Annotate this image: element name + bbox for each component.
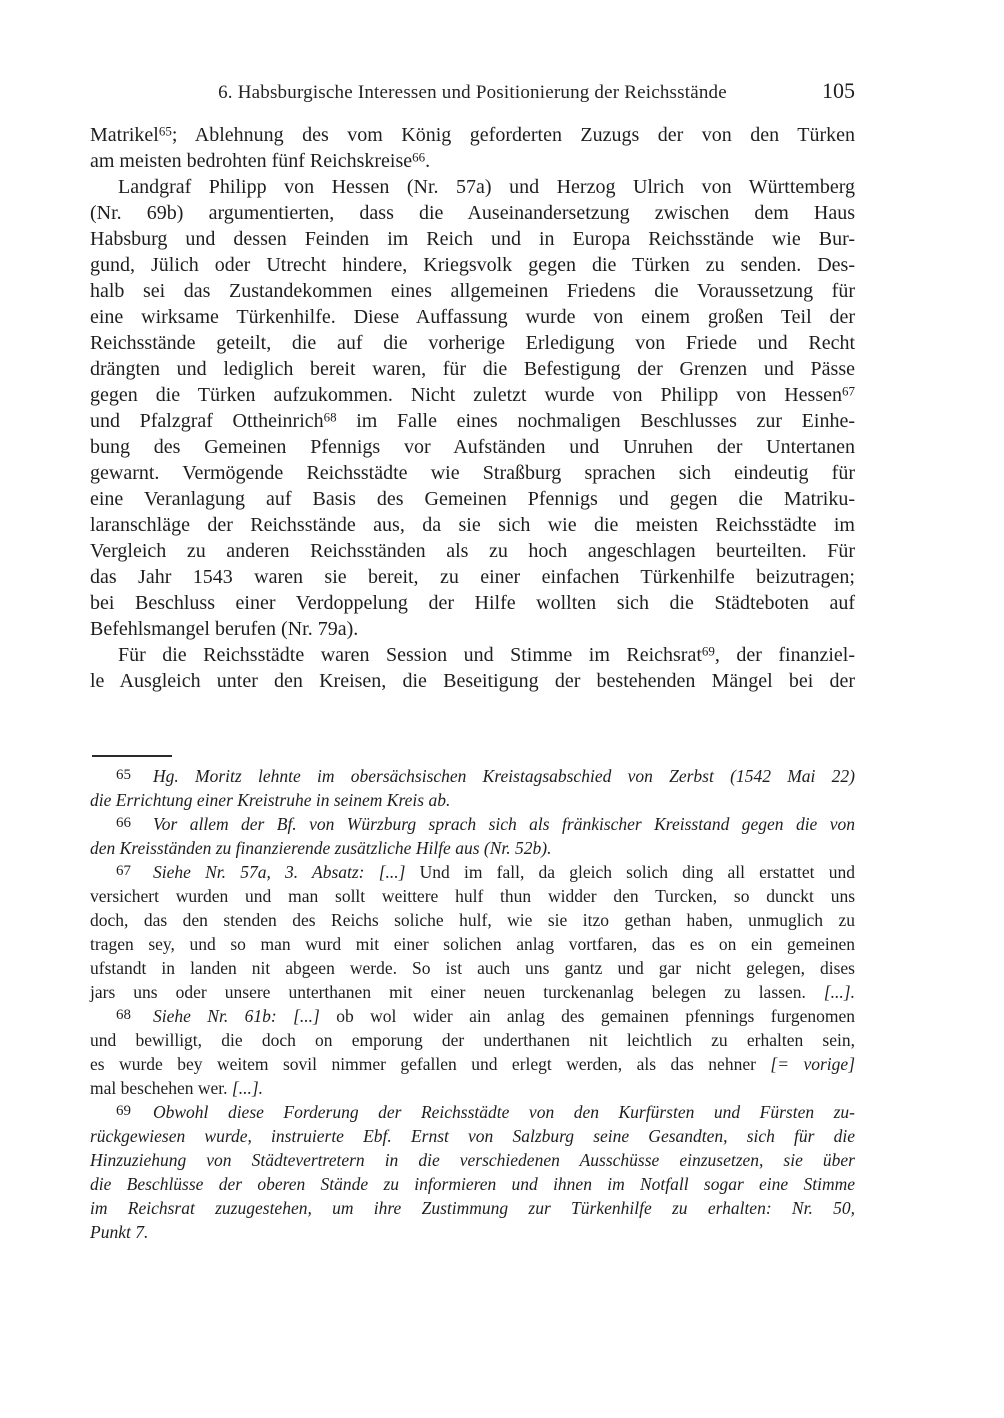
text-line	[90, 200, 855, 226]
text-segment: Und im fall, da gleich solich ding all erstattet und	[405, 862, 855, 882]
footnote-reference: 65	[158, 123, 172, 139]
text-line	[90, 616, 855, 642]
text-line	[90, 304, 855, 330]
footnote-line	[90, 980, 855, 1004]
footnote-line	[90, 1028, 855, 1052]
text-segment: [= vorige]	[770, 1054, 855, 1074]
text-segment: die Beschlüsse der oberen Stände zu informieren und ihnen im Notfall sogar eine Stimme	[90, 1174, 855, 1194]
text-line	[90, 668, 855, 694]
text-segment: Reichsstände geteilt, die auf die vorherige Erledigung von Friede und Recht	[90, 332, 855, 354]
text-line	[90, 382, 855, 408]
text-segment: Befehlsmangel berufen (Nr. 79a).	[90, 618, 359, 640]
text-segment: drängten und lediglich bereit waren, für die Befestigung der Grenzen und Pässe	[90, 358, 855, 380]
text-line	[90, 564, 855, 590]
text-segment: (Nr. 69b) argumentierten, dass die Auseinandersetzung zwischen dem Haus	[90, 202, 855, 224]
text-segment: jars uns oder unsere unterthanen mit einer neuen turckenanlag belegen zu lassen.	[90, 982, 824, 1002]
footnote-line	[90, 1148, 855, 1172]
footnote	[90, 812, 855, 860]
footnote-line: 65 Hg. Moritz lehnte im obersächsischen Kreistagsabschied von Zerbst (1542 Mai 22)	[116, 766, 855, 786]
text-line	[90, 590, 855, 616]
paragraph	[90, 174, 855, 642]
footnote-line: 68 Siehe Nr. 61b: [...] ob wol wider ain anlag des gemainen pfennings furgenomen	[116, 1006, 855, 1026]
text-line	[90, 434, 855, 460]
paragraph	[90, 642, 855, 694]
text-line	[90, 122, 855, 148]
body-text	[90, 122, 855, 694]
text-segment: [...].	[231, 1078, 264, 1098]
text-segment: Hinzuziehung von Städtevertretern in die verschiedenen Ausschüsse einzusetzen, sie über	[90, 1150, 855, 1170]
text-segment: das Jahr 1543 waren sie bereit, zu einer einfachen Türkenhilfe beizutragen;	[90, 566, 855, 588]
text-segment: doch, das den stenden des Reichs soliche hulf, wie sie itzo gethan haben, unmuglich zu	[90, 910, 855, 930]
text-line	[90, 174, 855, 200]
footnote-line	[90, 1052, 855, 1076]
text-segment: Matrikel	[90, 124, 159, 146]
text-line	[90, 330, 855, 356]
footnote	[90, 1004, 855, 1100]
footnote-reference: 68	[323, 409, 337, 425]
text-line	[90, 252, 855, 278]
paragraph	[90, 122, 855, 174]
text-segment: .	[425, 150, 431, 172]
text-segment: und bewilligt, die doch on emporung der underthanen nit leichtlich zu erhalten sein,	[90, 1030, 855, 1050]
footnotes	[90, 764, 855, 1244]
text-segment: den Kreisständen zu finanzierende zusätzliche Hilfe aus (Nr. 52b).	[90, 838, 552, 858]
text-segment: Obwohl diese Forderung der Reichsstädte von den Kurfürsten und Fürsten zu-	[153, 1102, 855, 1122]
text-line	[90, 642, 855, 668]
footnote-line	[90, 932, 855, 956]
footnote-line: 66 Vor allem der Bf. von Würzburg sprach sich als fränkischer Kreisstand gegen die von	[116, 814, 855, 834]
text-segment: Habsburg und dessen Feinden im Reich und in Europa Reichsstände wie Bur-	[90, 228, 855, 250]
text-segment: bei Beschluss einer Verdoppelung der Hilfe wollten sich die Städteboten auf	[90, 592, 855, 614]
text-segment: am meisten bedrohten fünf Reichskreise	[90, 150, 413, 172]
footnote	[90, 764, 855, 812]
text-line	[90, 278, 855, 304]
footnote-reference: 67	[842, 383, 855, 399]
text-segment: eine Veranlagung auf Basis des Gemeinen Pfennigs und gegen die Matriku-	[90, 488, 855, 510]
text-line	[90, 512, 855, 538]
footnote-line	[90, 1196, 855, 1220]
footnote-line	[90, 956, 855, 980]
text-segment: Vergleich zu anderen Reichsständen als zu hoch angeschlagen beurteilten. Für	[90, 540, 855, 562]
text-line	[90, 538, 855, 564]
footnote-line: 67 Siehe Nr. 57a, 3. Absatz: [...] Und im fall, da gleich solich ding all erstattet und	[116, 862, 855, 882]
footnote-line	[90, 836, 855, 860]
text-segment: ob wol wider ain anlag des gemainen pfennings furgenomen	[319, 1006, 855, 1026]
text-segment: im Falle eines nochmaligen Beschlusses zur Einhe-	[336, 410, 855, 432]
text-line	[90, 486, 855, 512]
text-segment: Punkt 7.	[90, 1222, 149, 1242]
text-segment: rückgewiesen wurde, instruierte Ebf. Ernst von Salzburg seine Gesandten, sich für die	[90, 1126, 855, 1146]
text-segment: mal beschehen wer.	[90, 1078, 232, 1098]
footnote	[90, 860, 855, 1004]
text-segment: [...].	[823, 982, 855, 1002]
text-segment: versichert wurden und man sollt weittere hulf thun widder den Turcken, so dunckt uns	[90, 886, 855, 906]
text-segment: gewarnt. Vermögende Reichsstädte wie Straßburg sprachen sich eindeutig für	[90, 462, 855, 484]
footnote-line	[90, 788, 855, 812]
footnote-line	[90, 1172, 855, 1196]
page-number: 105	[822, 78, 855, 103]
text-segment: le Ausgleich unter den Kreisen, die Beseitigung der bestehenden Mängel bei der	[90, 670, 855, 692]
text-segment: gegen die Türken aufzukommen. Nicht zuletzt wurde von Philipp von Hessen	[90, 384, 842, 406]
footnote-line	[90, 1076, 855, 1100]
text-segment: Landgraf Philipp von Hessen (Nr. 57a) und Herzog Ulrich von Württemberg	[118, 176, 855, 198]
text-segment: halb sei das Zustandekommen eines allgemeinen Friedens die Voraussetzung für	[90, 280, 855, 302]
text-segment: ; Ablehnung des vom König geforderten Zuzugs der von den Türken	[171, 124, 855, 146]
text-line	[90, 226, 855, 252]
footnote-line	[90, 1220, 855, 1244]
text-segment: tragen sey, und so man wurd mit einer solichen anlag vortfaren, das es on ein gemeinen	[90, 934, 855, 954]
footnote	[90, 1100, 855, 1244]
running-head	[90, 80, 855, 108]
text-segment: es wurde bey weitem sovil nimmer gefallen und erlegt werden, als das nehner	[90, 1054, 771, 1074]
text-segment: Vor allem der Bf. von Würzburg sprach sich als fränkischer Kreisstand gegen die von	[153, 814, 855, 834]
text-segment: gund, Jülich oder Utrecht hindere, Kriegsvolk gegen die Türken zu senden. Des-	[90, 254, 855, 276]
chapter-header: 6. Habsburgische Interessen und Positionierung der Reichsstände	[218, 82, 727, 103]
text-segment: eine wirksame Türkenhilfe. Diese Auffassung wurde von einem großen Teil der	[90, 306, 855, 328]
footnote-line	[90, 1124, 855, 1148]
text-segment: ufstandt in landen nit abgeen werde. So ist auch uns gantz und gar nicht gelegen, dises	[90, 958, 855, 978]
footnote-line	[90, 908, 855, 932]
text-segment: , der finanziel-	[714, 644, 855, 666]
footnote-reference: 69	[701, 643, 715, 659]
text-segment: Für die Reichsstädte waren Session und Stimme im Reichsrat	[118, 644, 702, 666]
text-segment: Hg. Moritz lehnte im obersächsischen Kreistagsabschied von Zerbst (1542 Mai 22)	[153, 766, 855, 786]
text-segment: und Pfalzgraf Ottheinrich	[90, 410, 324, 432]
text-segment: die Errichtung einer Kreistruhe in seinem Kreis ab.	[90, 790, 451, 810]
text-line	[90, 408, 855, 434]
text-segment: laranschläge der Reichsstände aus, da sie sich wie die meisten Reichsstädte im	[90, 514, 855, 536]
text-line	[90, 460, 855, 486]
footnote-line	[90, 884, 855, 908]
footnote-reference: 66	[412, 149, 426, 165]
footnote-separator	[92, 755, 172, 757]
text-segment: Siehe Nr. 61b: [...]	[153, 1006, 320, 1026]
text-segment: im Reichsrat zuzugestehen, um ihre Zustimmung zur Türkenhilfe zu erhalten: Nr. 50,	[90, 1198, 855, 1218]
text-segment: Siehe Nr. 57a, 3. Absatz: [...]	[153, 862, 406, 882]
footnote-line: 69 Obwohl diese Forderung der Reichsstädte von den Kurfürsten und Fürsten zu-	[116, 1102, 855, 1122]
text-line	[90, 148, 855, 174]
text-segment: bung des Gemeinen Pfennigs vor Aufständen und Unruhen der Untertanen	[90, 436, 855, 458]
text-line	[90, 356, 855, 382]
